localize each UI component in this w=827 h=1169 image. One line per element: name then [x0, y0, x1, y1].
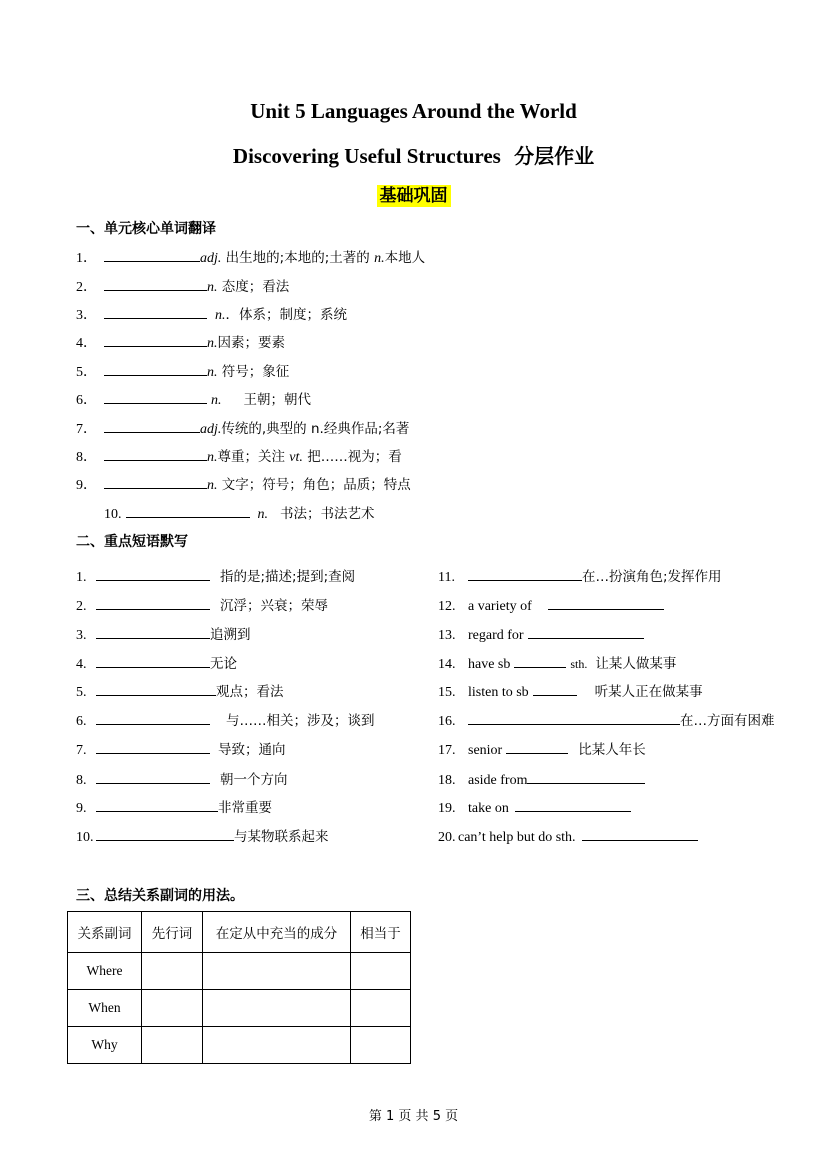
table-cell-blank[interactable] [142, 990, 203, 1027]
phrase-item-2: 2. 沉浮；兴衰；荣辱 [76, 595, 328, 616]
table-cell-blank[interactable] [142, 953, 203, 990]
answer-blank[interactable] [514, 653, 566, 668]
table-header-row [68, 912, 411, 953]
table-header-cell: 先行词 [142, 912, 203, 953]
title-line-2-cn: 分层作业 [514, 144, 595, 168]
answer-blank[interactable] [96, 769, 210, 784]
relative-adverb-table [67, 911, 411, 1064]
vocab-item-6: 6． n. 王朝；朝代 [76, 389, 311, 410]
table-cell-blank[interactable] [203, 990, 351, 1027]
vocab-item-4: 4． n.因素；要素 [76, 332, 285, 353]
vocab-item-5: 5． n. 符号；象征 [76, 361, 289, 382]
table-row-label: When [68, 990, 142, 1027]
vocab-item-10: 10. n. 书法；书法艺术 [104, 503, 375, 524]
answer-blank[interactable] [104, 389, 207, 404]
table-cell-blank[interactable] [142, 1027, 203, 1064]
answer-blank[interactable] [126, 503, 250, 518]
answer-blank[interactable] [104, 276, 207, 291]
vocab-item-8: 8． n.尊重；关注 vt. 把……视为；看 [76, 446, 402, 467]
section3-heading: 三、总结关系副词的用法。 [76, 888, 244, 904]
phrase-item-5: 5. 观点；看法 [76, 681, 284, 702]
answer-blank[interactable] [96, 595, 210, 610]
phrase-item-12: 12. a variety of [438, 595, 664, 616]
section2-heading: 二、重点短语默写 [76, 534, 188, 550]
vocab-item-7: 7． adj.传统的,典型的 n.经典作品;名著 [76, 418, 409, 439]
phrase-item-20: 20. can’t help but do sth. [438, 826, 698, 847]
phrase-item-10: 10. 与某物联系起来 [76, 826, 329, 847]
answer-blank[interactable] [104, 446, 207, 461]
table-row-label: Why [68, 1027, 142, 1064]
answer-blank[interactable] [468, 710, 680, 725]
vocab-item-1: 1． adj. 出生地的;本地的;土著的 n.本地人 [76, 247, 425, 268]
phrase-item-3: 3. 追溯到 [76, 624, 251, 645]
answer-blank[interactable] [96, 739, 210, 754]
answer-blank[interactable] [104, 361, 207, 376]
answer-blank[interactable] [468, 566, 582, 581]
phrase-item-11: 11. 在…扮演角色;发挥作用 [438, 566, 722, 587]
table-cell-blank[interactable] [203, 953, 351, 990]
phrase-item-13: 13. regard for [438, 624, 644, 645]
answer-blank[interactable] [96, 624, 210, 639]
answer-blank[interactable] [582, 826, 698, 841]
table-cell-blank[interactable] [351, 953, 411, 990]
table-cell-blank[interactable] [351, 1027, 411, 1064]
table-cell-blank[interactable] [351, 990, 411, 1027]
phrase-item-18: 18. aside from [438, 769, 645, 790]
phrase-item-6: 6. 与……相关；涉及；谈到 [76, 710, 375, 731]
answer-blank[interactable] [96, 566, 210, 581]
title-line-2 [0, 140, 827, 169]
answer-blank[interactable] [104, 332, 207, 347]
answer-blank[interactable] [96, 681, 216, 696]
phrase-item-1: 1. 指的是;描述;提到;查阅 [76, 566, 355, 587]
answer-blank[interactable] [104, 474, 207, 489]
table-cell-blank[interactable] [203, 1027, 351, 1064]
phrase-item-4: 4. 无论 [76, 653, 237, 674]
title-line-2-en: Discovering Useful Structures [232, 144, 501, 168]
answer-blank[interactable] [104, 418, 200, 433]
table-header-cell: 在定从中充当的成分 [203, 912, 351, 953]
phrase-item-7: 7. 导致；通向 [76, 739, 286, 760]
table-row [68, 990, 411, 1027]
answer-blank[interactable] [104, 247, 200, 262]
answer-blank[interactable] [96, 826, 234, 841]
vocab-item-2: 2． n. 态度；看法 [76, 276, 289, 297]
section1-heading: 一、单元核心单词翻译 [76, 221, 216, 237]
answer-blank[interactable] [506, 739, 568, 754]
vocab-item-3: 3． n.．体系；制度；系统 [76, 304, 347, 325]
table-row [68, 1027, 411, 1064]
answer-blank[interactable] [533, 681, 577, 696]
answer-blank[interactable] [527, 769, 645, 784]
phrase-item-9: 9. 非常重要 [76, 797, 272, 818]
level-badge: 基础巩固 [377, 185, 451, 207]
phrase-item-17: 17. senior 比某人年长 [438, 739, 646, 760]
level-badge-wrap [0, 181, 827, 206]
phrase-item-15: 15. listen to sb 听某人正在做某事 [438, 681, 703, 702]
answer-blank[interactable] [96, 797, 218, 812]
answer-blank[interactable] [528, 624, 644, 639]
vocab-item-9: 9． n. 文字；符号；角色；品质；特点 [76, 474, 411, 495]
answer-blank[interactable] [96, 710, 210, 725]
table-header-cell: 关系副词 [68, 912, 142, 953]
table-row [68, 953, 411, 990]
answer-blank[interactable] [548, 595, 664, 610]
page-footer: 第 1 页 共 5 页 [368, 1109, 459, 1124]
answer-blank[interactable] [515, 797, 631, 812]
phrase-item-8: 8. 朝一个方向 [76, 769, 288, 790]
answer-blank[interactable] [96, 653, 210, 668]
table-header-cell: 相当于 [351, 912, 411, 953]
answer-blank[interactable] [104, 304, 207, 319]
phrase-item-14: 14. have sb sth. 让某人做某事 [438, 653, 676, 674]
title-line-1: Unit 5 Languages Around the World [250, 99, 577, 123]
phrase-item-19: 19. take on [438, 797, 631, 818]
table-row-label: Where [68, 953, 142, 990]
phrase-item-16: 16. 在…方面有困难 [438, 710, 775, 731]
